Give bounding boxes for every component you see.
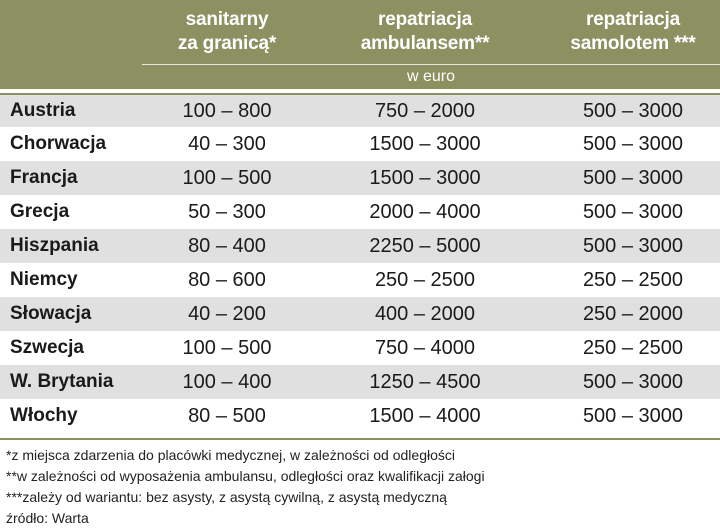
column-header-repatriacja-ambulansem: repatriacja ambulansem** (360, 9, 490, 54)
table-body (0, 93, 720, 433)
header-divider (142, 64, 720, 65)
row-value-col-2: 250 – 2500 (374, 269, 476, 291)
table-row (0, 399, 720, 433)
row-country: Francja (10, 167, 78, 188)
column-header-sanitarny: sanitarny za granicą* (177, 9, 277, 54)
row-value-col-2: 1500 – 4000 (369, 405, 481, 427)
table-row (0, 195, 720, 229)
footnote: *z miejsca zdarzenia do placówki medycznej, w zależności od odległości (6, 447, 455, 463)
footnote: ***zależy od wariantu: bez asysty, z asystą cywilną, z asystą medyczną (6, 489, 447, 505)
row-country: Austria (10, 100, 76, 121)
row-country: Niemcy (10, 269, 78, 290)
table-row (0, 365, 720, 399)
row-value-col-3: 500 – 3000 (582, 201, 684, 223)
row-value-col-1: 80 – 500 (188, 405, 266, 427)
row-value-col-3: 500 – 3000 (582, 405, 684, 427)
table-row (0, 161, 720, 195)
row-value-col-2: 750 – 4000 (374, 337, 476, 359)
row-value-col-3: 250 – 2500 (582, 337, 684, 359)
row-value-col-3: 500 – 3000 (582, 100, 684, 122)
row-country: Hiszpania (10, 235, 99, 256)
row-country: Szwecja (10, 337, 84, 358)
table-row (0, 127, 720, 161)
row-country: Słowacja (10, 303, 92, 324)
row-value-col-1: 80 – 400 (188, 235, 266, 257)
table-row (0, 263, 720, 297)
row-value-col-1: 40 – 200 (188, 303, 266, 325)
table-row (0, 297, 720, 331)
row-value-col-3: 500 – 3000 (582, 235, 684, 257)
row-value-col-2: 1500 – 3000 (369, 133, 481, 155)
row-value-col-2: 1500 – 3000 (369, 167, 481, 189)
row-value-col-3: 500 – 3000 (582, 167, 684, 189)
table-row (0, 229, 720, 263)
footnotes (6, 445, 716, 529)
row-value-col-1: 80 – 600 (188, 269, 266, 291)
row-country: Włochy (10, 405, 78, 426)
row-value-col-2: 750 – 2000 (374, 100, 476, 122)
row-country: Grecja (10, 201, 70, 222)
row-country: W. Brytania (10, 371, 114, 392)
row-country: Chorwacja (10, 133, 107, 154)
table-bottom-rule (0, 438, 720, 440)
table-row (0, 93, 720, 127)
unit-label: w euro (406, 68, 456, 85)
row-value-col-1: 100 – 500 (182, 167, 272, 189)
table-header (0, 0, 720, 89)
footnote: źródło: Warta (6, 510, 89, 526)
row-value-col-3: 500 – 3000 (582, 371, 684, 393)
row-value-col-3: 250 – 2500 (582, 269, 684, 291)
row-value-col-1: 100 – 400 (182, 371, 272, 393)
table-row (0, 331, 720, 365)
row-value-col-3: 500 – 3000 (582, 133, 684, 155)
column-header-repatriacja-samolotem: repatriacja samolotem *** (570, 9, 696, 54)
row-value-col-1: 100 – 800 (182, 100, 272, 122)
row-value-col-2: 2000 – 4000 (369, 201, 481, 223)
row-value-col-1: 100 – 500 (182, 337, 272, 359)
row-value-col-1: 50 – 300 (188, 201, 266, 223)
row-value-col-2: 2250 – 5000 (369, 235, 481, 257)
row-value-col-2: 1250 – 4500 (369, 371, 481, 393)
row-value-col-1: 40 – 300 (188, 133, 266, 155)
footnote: **w zależności od wyposażenia ambulansu, odległości oraz kwalifikacji załogi (6, 468, 485, 484)
row-value-col-3: 250 – 2000 (582, 303, 684, 325)
row-value-col-2: 400 – 2000 (374, 303, 476, 325)
